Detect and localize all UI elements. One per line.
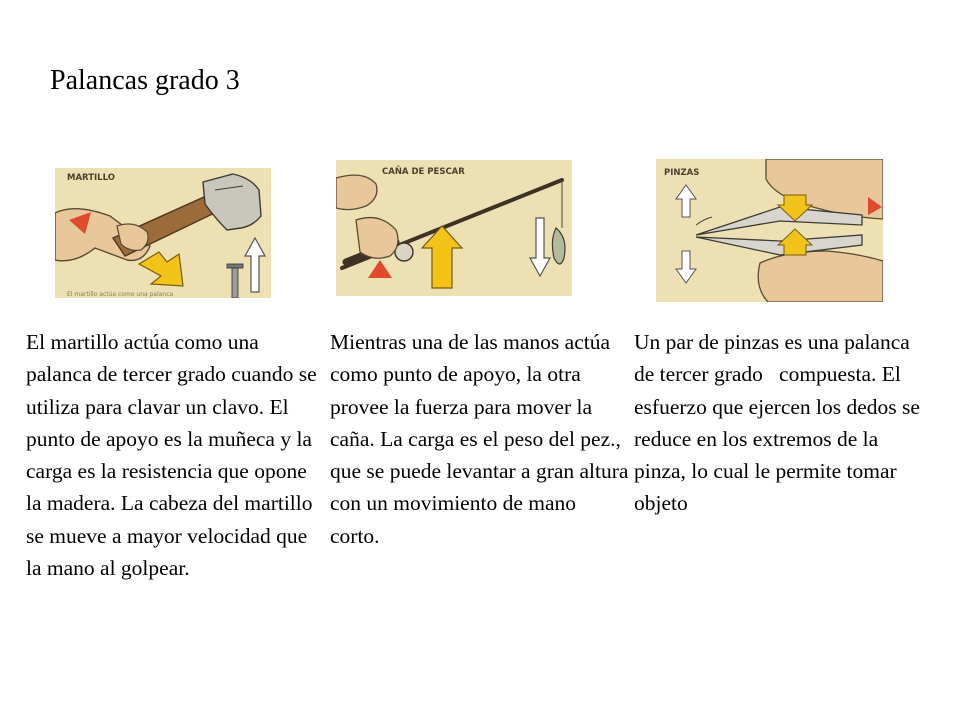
slide-title: Palancas grado 3: [50, 65, 240, 96]
tweezers-label: PINZAS: [664, 168, 700, 178]
hammer-footnote: El martillo actúa como una palanca: [67, 291, 174, 298]
hammer-illustration: [55, 168, 271, 298]
tweezers-caption: Un par de pinzas es una palanca de tercer grado compuesta. El esfuerzo que ejercen los dedos se reduce en los extremos de la pinza, lo cual le permite tomar objeto: [634, 330, 926, 516]
tweezers-illustration: [656, 159, 883, 302]
fishing-rod-label: CAÑA DE PESCAR: [382, 167, 465, 177]
hammer-caption: El martillo actúa como una palanca de tercer grado cuando se utiliza para clavar un clavo. El punto de apoyo es la muñeca y la carga es la resistencia que opone la madera. La cabeza del martillo se mueve a mayor velocidad que la mano al golpear.: [26, 330, 323, 581]
fishing-rod-caption: Mientras una de las manos actúa como punto de apoyo, la otra provee la fuerza para mover la caña. La carga es el peso del pez., que se puede levantar a gran altura con un movimiento de mano corto.: [330, 330, 634, 548]
hammer-label: MARTILLO: [67, 173, 115, 183]
fishing-rod-illustration: [336, 160, 572, 296]
